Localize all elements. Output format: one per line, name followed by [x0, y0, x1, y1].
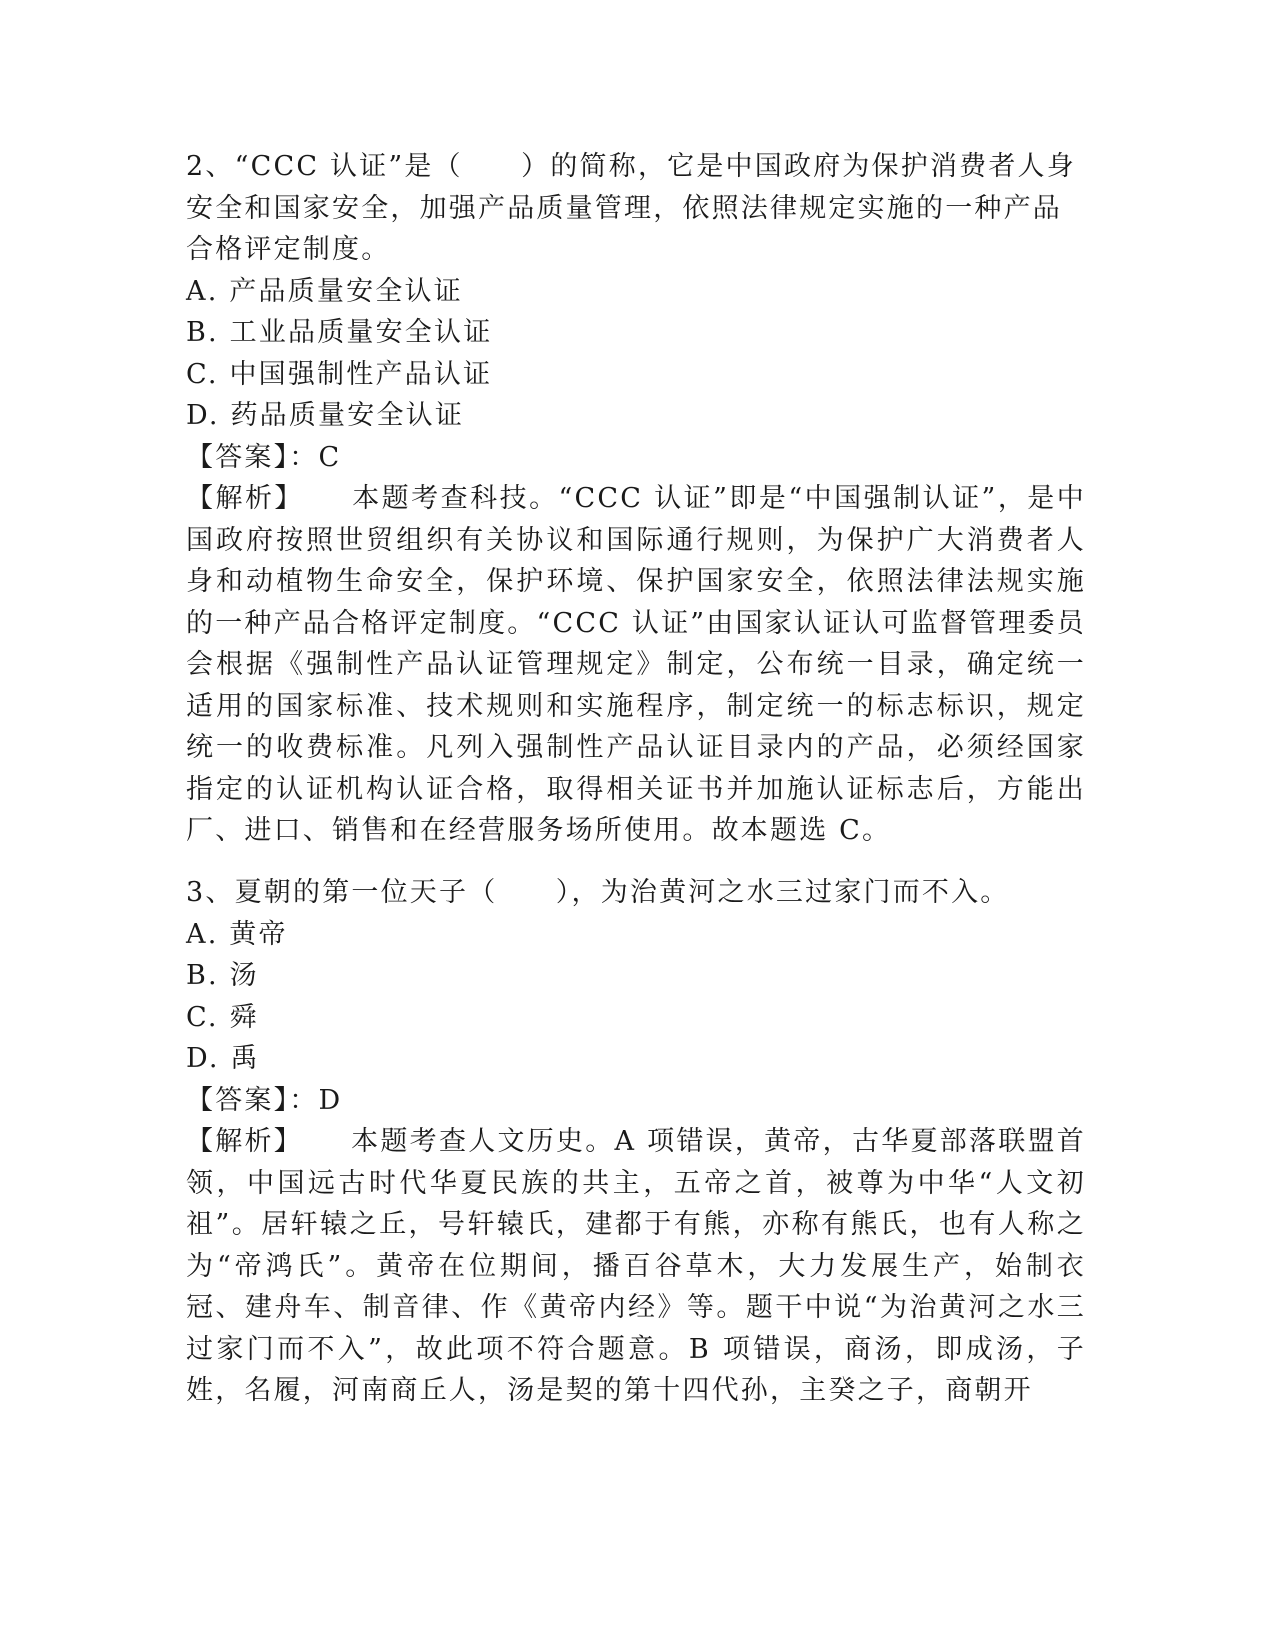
- question-3: [186, 872, 1086, 1412]
- question-number: 2、: [186, 151, 235, 182]
- option-b: B. 工业品质量安全认证: [186, 317, 493, 348]
- analysis: [186, 478, 1086, 852]
- option-b: B. 汤: [186, 960, 259, 991]
- option-d: D. 药品质量安全认证: [186, 400, 465, 431]
- analysis-label: 【解析】: [186, 1126, 304, 1157]
- question-text: 夏朝的第一位天子（ ），为治黄河之水三过家门而不入。: [234, 877, 1010, 908]
- analysis: [186, 1121, 1086, 1412]
- option-c: C. 中国强制性产品认证: [186, 358, 493, 390]
- question-2: [186, 146, 1086, 852]
- option-a: A. 黄帝: [186, 918, 288, 950]
- answer-line: [186, 437, 1086, 479]
- answer-line: [186, 1080, 1086, 1122]
- option-a: A. 产品质量安全认证: [186, 275, 463, 307]
- analysis-text: 本题考查人文历史。A 项错误，黄帝，古华夏部落联盟首领，中国远古时代华夏民族的共主，五帝之首，被尊为中华“人文初祖”。居轩辕之丘，号轩辕氏，建都于有熊，亦称有熊氏，也有人称之为“帝鸿氏”。黄帝在位期间，播百谷草木，大力发展生产，始制衣冠、建舟车、制音律、作《黄帝内经》等。题干中说“为治黄河之水三过家门而不入”，故此项不符合题意。B 项错误，商汤，即成汤，子姓，名履，河南商丘人，汤是契的第十四代孙，主癸之子，商朝开: [186, 1126, 1087, 1406]
- option-d: D. 禹: [186, 1043, 260, 1074]
- analysis-text: 本题考查科技。“CCC 认证”即是“中国强制认证”，是中国政府按照世贸组织有关协议和国际通行规则，为保护广大消费者人身和动植物生命安全，保护环境、保护国家安全，依照法律法规实施的一种产品合格评定制度。“CCC 认证”由国家认证认可监督管理委员会根据《强制性产品认证管理规定》制定，公布统一目录，确定统一适用的国家标准、技术规则和实施程序，制定统一的标志标识，规定统一的收费标准。凡列入强制性产品认证目录内的产品，必须经国家指定的认证机构认证合格，取得相关证书并加施认证标志后，方能出厂、进口、销售和在经营服务场所使用。故本题选 C。: [186, 483, 1086, 846]
- question-stem: [186, 146, 1086, 271]
- answer-label: 【答案】：: [186, 1084, 319, 1116]
- answer-value: D: [318, 1084, 343, 1116]
- question-text: “CCC 认证”是（ ）的简称，它是中国政府为保护消费者人身安全和国家安全，加强产品质量管理，依照法律规定实施的一种产品合格评定制度。: [186, 151, 1076, 265]
- question-number: 3、: [186, 877, 235, 908]
- analysis-label: 【解析】: [186, 483, 304, 514]
- question-stem: [186, 872, 1086, 914]
- answer-label: 【答案】：: [186, 441, 319, 473]
- option-c: C. 舜: [186, 1001, 259, 1033]
- answer-value: C: [318, 441, 342, 473]
